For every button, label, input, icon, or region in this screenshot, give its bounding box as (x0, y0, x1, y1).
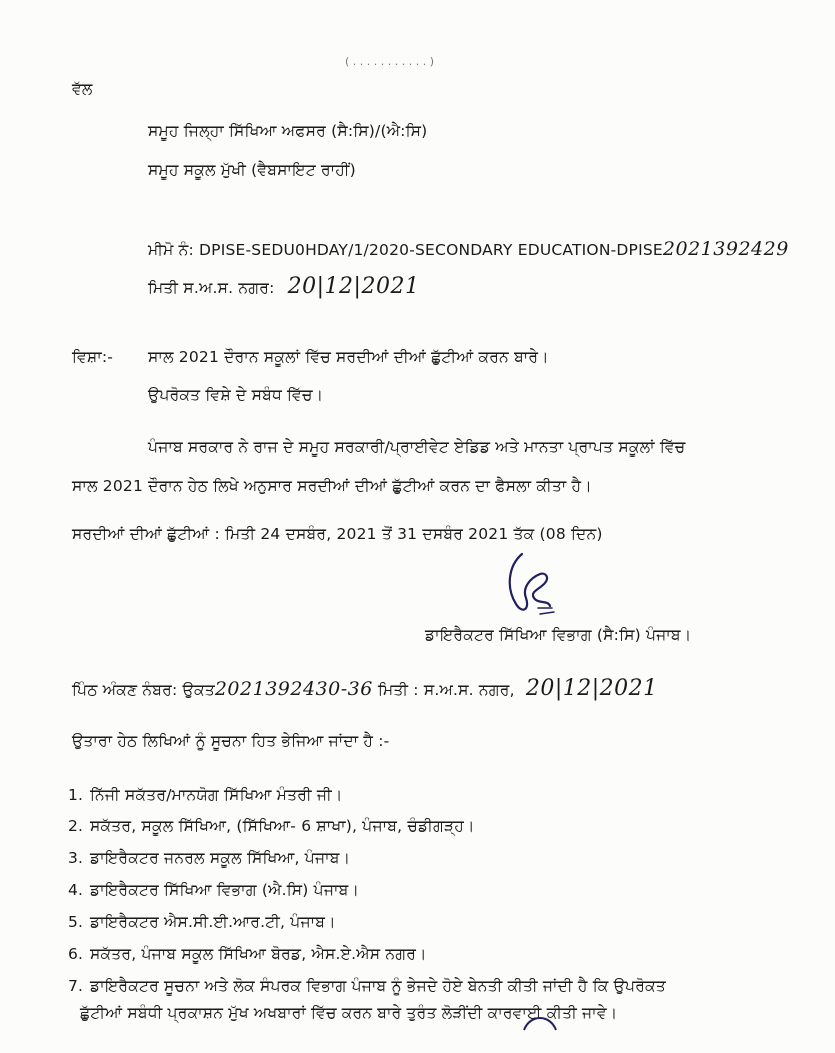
list-item-text: ਨਿੱਜੀ ਸਕੱਤਰ/ਮਾਨਯੋਗ ਸਿੱਖਿਆ ਮੰਤਰੀ ਜੀ। (90, 786, 343, 804)
endorsement-number-handwritten: 2021392430-36 (214, 678, 373, 700)
memo-number-handwritten: 2021392429 (662, 238, 789, 260)
body-line-1: ਪੰਜਾਬ ਸਰਕਾਰ ਨੇ ਰਾਜ ਦੇ ਸਮੂਹ ਸਰਕਾਰੀ/ਪ੍ਰਾਈਵੇਟ ਏਡਿਡ ਅਤੇ ਮਾਨਤਾ ਪ੍ਰਾਪਤ ਸਕੂਲਾਂ ਵਿੱਚ (148, 438, 686, 456)
subject-line-1: ਸਾਲ 2021 ਦੌਰਾਨ ਸਕੂਲਾਂ ਵਿੱਚ ਸਰਦੀਆਂ ਦੀਆਂ ਛੁੱਟੀਆਂ ਕਰਨ ਬਾਰੇ। (148, 348, 549, 366)
to-label: ਵੱਲ (72, 80, 93, 98)
list-item (68, 817, 475, 836)
signature (500, 548, 570, 620)
list-item (68, 849, 350, 868)
top-cropped-heading: ( . . . . . . . . . . . ) (345, 55, 435, 68)
list-item-number: 2. (68, 817, 84, 835)
list-item-text: ਸਕੱਤਰ, ਸਕੂਲ ਸਿੱਖਿਆ, (ਸਿੱਖਿਆ- 6 ਸ਼ਾਖਾ), ਪੰਜਾਬ, ਚੰਡੀਗੜ੍ਹ। (90, 817, 475, 835)
endorsement-date-label: ਮਿਤੀ : ਸ.ਅ.ਸ. ਨਗਰ, (377, 681, 515, 699)
recipient-line-1: ਸਮੂਹ ਜਿਲ੍ਹਾ ਸਿੱਖਿਆ ਅਫਸਰ (ਸੈ:ਸਿ)/(ਐ:ਸਿ) (148, 122, 428, 140)
copy-line: ਉਤਾਰਾ ਹੇਠ ਲਿਖਿਆਂ ਨੂੰ ਸੂਚਨਾ ਹਿਤ ਭੇਜਿਆ ਜਾਂਦਾ ਹੈ :- (72, 732, 390, 750)
holidays-line: ਸਰਦੀਆਂ ਦੀਆਂ ਛੁੱਟੀਆਂ : ਮਿਤੀ 24 ਦਸਬੰਰ, 2021 ਤੋਂ 31 ਦਸਬੰਰ 2021 ਤੱਕ (08 ਦਿਨ) (72, 525, 603, 543)
memo-label: ਮੀਮੋ ਨੰ: DPISE-SEDU0HDAY/1/2020-SECONDARY EDUCATION-DPISE (148, 241, 663, 259)
signatory: ਡਾਇਰੈਕਟਰ ਸਿੱਖਿਆ ਵਿਭਾਗ (ਸੈ:ਸਿ) ਪੰਜਾਬ। (425, 626, 692, 644)
list-item-number: 3. (68, 849, 84, 867)
list-item (68, 786, 343, 805)
memo-date-line (148, 274, 419, 299)
list-item-text: ਡਾਇਰੈਕਟਰ ਜਨਰਲ ਸਕੂਲ ਸਿੱਖਿਆ, ਪੰਜਾਬ। (90, 849, 351, 867)
list-item-text: ਡਾਇਰੈਕਟਰ ਸਿੱਖਿਆ ਵਿਭਾਗ (ਐ.ਸਿ) ਪੰਜਾਬ। (90, 881, 360, 899)
recipient-line-2: ਸਮੂਹ ਸਕੂਲ ਮੁੱਖੀ (ਵੈਬਸਾਇਟ ਰਾਹੀਂ) (148, 161, 356, 179)
endorsement-label: ਪਿੰਠ ਅੰਕਣ ਨੰਬਰ: ਉਕਤ (72, 681, 215, 699)
memo-number-line (148, 238, 789, 260)
subject-line-2: ਉਪਰੋਕਤ ਵਿਸ਼ੇ ਦੇ ਸਬੰਧ ਵਿੱਚ। (148, 386, 324, 404)
list-item (68, 945, 427, 964)
subject-label: ਵਿਸ਼ਾ:- (72, 348, 114, 366)
list-item-number: 1. (68, 786, 84, 804)
memo-date-handwritten: 20|12|2021 (287, 274, 420, 299)
signature-fragment (520, 1012, 560, 1032)
body-line-2: ਸਾਲ 2021 ਦੌਰਾਨ ਹੇਠ ਲਿਖੇ ਅਨੁਸਾਰ ਸਰਦੀਆਂ ਦੀਆਂ ਛੁੱਟੀਆਂ ਕਰਨ ਦਾ ਫੈਸਲਾ ਕੀਤਾ ਹੈ। (72, 477, 592, 495)
list-item-number: 7. (68, 977, 84, 995)
list-item (68, 913, 336, 932)
list-item-number: 4. (68, 881, 84, 899)
endorsement-date-handwritten: 20|12|2021 (525, 676, 658, 701)
list-item-text: ਸਕੱਤਰ, ਪੰਜਾਬ ਸਕੂਲ ਸਿੱਖਿਆ ਬੋਰਡ, ਐਸ.ਏ.ਐਸ ਨਗਰ। (90, 945, 427, 963)
endorsement-line (72, 676, 658, 701)
list-item (68, 977, 666, 996)
list-item-text: ਡਾਇਰੈਕਟਰ ਐਸ.ਸੀ.ਈ.ਆਰ.ਟੀ, ਪੰਜਾਬ। (90, 913, 336, 931)
list-item-number: 6. (68, 945, 84, 963)
list-item-text: ਡਾਇਰੈਕਟਰ ਸੂਚਨਾ ਅਤੇ ਲੋਕ ਸੰਪਰਕ ਵਿਭਾਗ ਪੰਜਾਬ ਨੂੰ ਭੇਜਦੇ ਹੋਏ ਬੇਨਤੀ ਕੀਤੀ ਜਾਂਦੀ ਹੈ ਕਿ ਉਪਰੋਕਤ (90, 977, 666, 995)
memo-date-label: ਮਿਤੀ ਸ.ਅ.ਸ. ਨਗਰ: (148, 279, 275, 297)
list-item (68, 881, 359, 900)
list-item-continuation: ਛੁੱਟੀਆਂ ਸਬੰਧੀ ਪ੍ਰਕਾਸ਼ਨ ਮੁੱਖ ਅਖਬਾਰਾਂ ਵਿੱਚ ਕਰਨ ਬਾਰੇ ਤੁਰੰਤ ਲੋੜੀਂਦੀ ਕਾਰਵਾਈ ਕੀਤੀ ਜਾਵੇ। (80, 1004, 618, 1022)
list-item-number: 5. (68, 913, 84, 931)
